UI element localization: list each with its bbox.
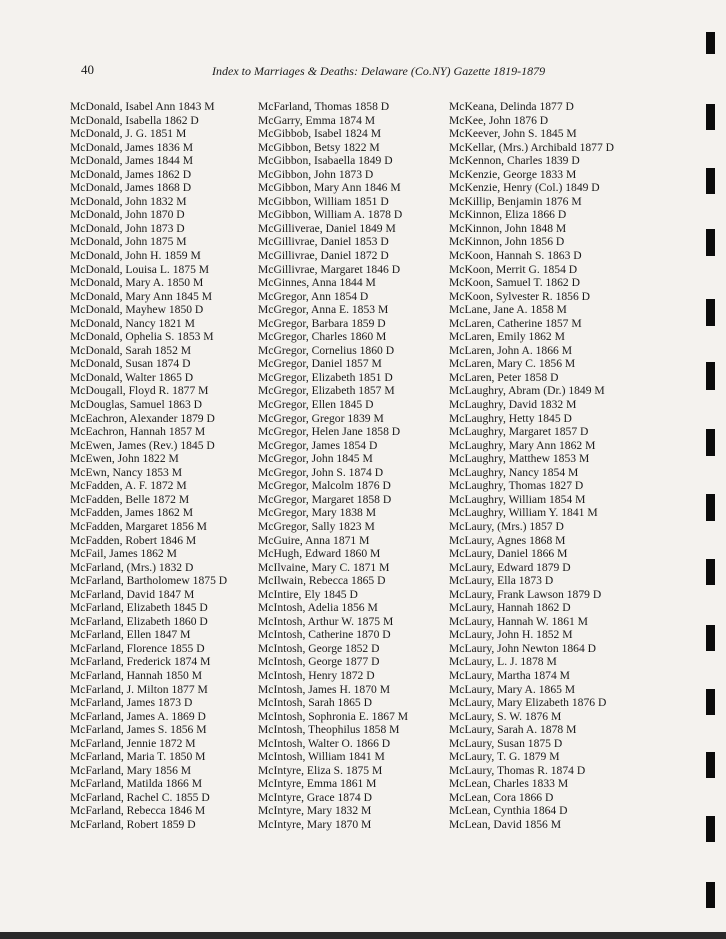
index-entry: McDonald, Susan 1874 D bbox=[70, 357, 191, 371]
index-entry: McGregor, Barbara 1859 D bbox=[258, 316, 386, 330]
index-entry: McIntire, Ely 1845 D bbox=[258, 587, 358, 601]
index-entry: McLaughry, William 1854 M bbox=[449, 492, 586, 506]
index-entry: McLaren, Mary C. 1856 M bbox=[449, 357, 576, 371]
index-entry: McKinnon, John 1856 D bbox=[449, 235, 565, 249]
binding-mark bbox=[706, 625, 715, 651]
index-entry: McLaury, Edward 1879 D bbox=[449, 560, 571, 574]
index-entry: McLaury, Daniel 1866 M bbox=[449, 547, 568, 561]
index-entry: McDonald, Walter 1865 D bbox=[70, 370, 194, 384]
index-entry: McLaury, Ella 1873 D bbox=[449, 574, 554, 588]
index-entry: McGilliverae, Daniel 1849 M bbox=[258, 221, 396, 235]
page-number: 40 bbox=[81, 62, 94, 77]
index-entry: McDonald, Isabella 1862 D bbox=[70, 113, 199, 127]
index-entry: McGregor, Daniel 1857 M bbox=[258, 357, 382, 371]
index-entry: McLaury, T. G. 1879 M bbox=[449, 750, 560, 764]
index-entry: McLaughry, Abram (Dr.) 1849 M bbox=[449, 384, 605, 398]
index-entry: McFarland, Thomas 1858 D bbox=[258, 100, 390, 113]
index-entry: McKenzie, Henry (Col.) 1849 D bbox=[449, 181, 600, 195]
index-entry: McLaury, John Newton 1864 D bbox=[449, 641, 597, 655]
index-entry: McKennon, Charles 1839 D bbox=[449, 154, 580, 168]
index-entry: McIntosh, Henry 1872 D bbox=[258, 668, 375, 682]
index-entry: McDonald, James 1868 D bbox=[70, 181, 192, 195]
index-entry: McLean, David 1856 M bbox=[449, 817, 562, 831]
index-entry: McKillip, Benjamin 1876 M bbox=[449, 194, 582, 208]
index-entry: McFarland, Matilda 1866 M bbox=[70, 777, 203, 791]
index-entry: McIntosh, Walter O. 1866 D bbox=[258, 736, 391, 750]
index-entry: McDonald, J. G. 1851 M bbox=[70, 127, 187, 141]
index-entry: McLaury, Mary A. 1865 M bbox=[449, 682, 576, 696]
index-entry: McFail, James 1862 M bbox=[70, 547, 177, 561]
index-entry: McGregor, Mary 1838 M bbox=[258, 506, 377, 520]
index-entry: McIntyre, Grace 1874 D bbox=[258, 790, 372, 804]
index-entry: McDonald, Isabel Ann 1843 M bbox=[70, 100, 215, 113]
index-entry: McKenzie, George 1833 M bbox=[449, 167, 577, 181]
index-entry: McDonald, Sarah 1852 M bbox=[70, 343, 192, 357]
index-entry: McLaury, Mary Elizabeth 1876 D bbox=[449, 696, 607, 710]
binding-mark bbox=[706, 752, 715, 778]
index-entry: McLaury, Agnes 1868 M bbox=[449, 533, 566, 547]
index-entry: McFarland, Mary 1856 M bbox=[70, 763, 192, 777]
index-entry: McLaury, (Mrs.) 1857 D bbox=[449, 519, 564, 533]
index-entry: McLaury, Frank Lawson 1879 D bbox=[449, 587, 602, 601]
index-entry: McGregor, John 1845 M bbox=[258, 452, 373, 466]
index-entry: McLaury, Thomas R. 1874 D bbox=[449, 763, 586, 777]
index-entry: McIlwain, Rebecca 1865 D bbox=[258, 574, 386, 588]
index-entry: McGibbon, Isabaella 1849 D bbox=[258, 154, 393, 168]
index-entry: McIntosh, Sophronia E. 1867 M bbox=[258, 709, 409, 723]
page-header-title: Index to Marriages & Deaths: Delaware (Co.NY) Gazette 1819-1879 bbox=[212, 64, 546, 78]
index-entry: McIntosh, Sarah 1865 D bbox=[258, 696, 372, 710]
index-entry: McGibbon, William 1851 D bbox=[258, 194, 389, 208]
index-entry: McFarland, James A. 1869 D bbox=[70, 709, 206, 723]
index-entry: McFarland, Robert 1859 D bbox=[70, 817, 196, 831]
index-entry: McDonald, John 1873 D bbox=[70, 221, 185, 235]
index-entry: McFarland, James S. 1856 M bbox=[70, 723, 207, 737]
index-entry: McIlvaine, Mary C. 1871 M bbox=[258, 560, 390, 574]
index-entry: McIntosh, William 1841 M bbox=[258, 750, 385, 764]
binding-mark bbox=[706, 816, 715, 842]
index-entry: McFarland, David 1847 M bbox=[70, 587, 195, 601]
index-entry: McGregor, Gregor 1839 M bbox=[258, 411, 384, 425]
index-entry: McGregor, Elizabeth 1851 D bbox=[258, 370, 393, 384]
index-entry: McIntyre, Mary 1870 M bbox=[258, 817, 372, 831]
index-entry: McIntosh, James H. 1870 M bbox=[258, 682, 391, 696]
index-entry: McGibbon, Betsy 1822 M bbox=[258, 140, 380, 154]
index-entry: McLean, Charles 1833 M bbox=[449, 777, 569, 791]
index-entry: McGillivrae, Daniel 1853 D bbox=[258, 235, 389, 249]
index-entry: McLaury, Hannah W. 1861 M bbox=[449, 614, 588, 628]
index-entry: McGuire, Anna 1871 M bbox=[258, 533, 370, 547]
binding-mark bbox=[706, 229, 715, 256]
index-entry: McIntosh, George 1852 D bbox=[258, 641, 380, 655]
binding-mark bbox=[706, 494, 715, 521]
index-entry: McGregor, Ann 1854 D bbox=[258, 289, 369, 303]
index-column-2 bbox=[258, 100, 408, 832]
index-entry: McKoon, Sylvester R. 1856 D bbox=[449, 289, 591, 303]
index-entry: McFarland, Bartholomew 1875 D bbox=[70, 574, 228, 588]
index-entry: McFarland, Rachel C. 1855 D bbox=[70, 790, 210, 804]
index-entry: McLaury, John H. 1852 M bbox=[449, 628, 573, 642]
index-entry: McLaury, Martha 1874 M bbox=[449, 668, 570, 682]
index-entry: McLaughry, Margaret 1857 D bbox=[449, 425, 589, 439]
index-entry: McLaughry, David 1832 M bbox=[449, 398, 577, 412]
index-entry: McFarland, J. Milton 1877 M bbox=[70, 682, 208, 696]
index-entry: McFarland, Maria T. 1850 M bbox=[70, 750, 206, 764]
index-entry: McKeana, Delinda 1877 D bbox=[449, 100, 574, 113]
index-entry: McLaury, Susan 1875 D bbox=[449, 736, 563, 750]
index-entry: McLaughry, Matthew 1853 M bbox=[449, 452, 590, 466]
index-entry: McIntosh, George 1877 D bbox=[258, 655, 380, 669]
index-entry: McGinnes, Anna 1844 M bbox=[258, 276, 376, 290]
index-entry: McGregor, Cornelius 1860 D bbox=[258, 343, 395, 357]
index-entry: McLaughry, Mary Ann 1862 M bbox=[449, 438, 596, 452]
index-entry: McGregor, Sally 1823 M bbox=[258, 519, 375, 533]
index-entry: McIntosh, Arthur W. 1875 M bbox=[258, 614, 394, 628]
index-entry: McDonald, Mary Ann 1845 M bbox=[70, 289, 213, 303]
index-entry: McIntosh, Theophilus 1858 M bbox=[258, 723, 400, 737]
index-entry: McKoon, Hannah S. 1863 D bbox=[449, 249, 582, 263]
index-entry: McEachron, Hannah 1857 M bbox=[70, 425, 206, 439]
index-entry: McDonald, Mary A. 1850 M bbox=[70, 276, 204, 290]
index-entry: McEachron, Alexander 1879 D bbox=[70, 411, 215, 425]
index-entry: McIntyre, Emma 1861 M bbox=[258, 777, 377, 791]
page-bottom-edge bbox=[0, 932, 726, 939]
index-entry: McEwn, Nancy 1853 M bbox=[70, 465, 183, 479]
index-entry: McDonald, James 1862 D bbox=[70, 167, 192, 181]
index-entry: McGibbon, Mary Ann 1846 M bbox=[258, 181, 401, 195]
index-entry: McGregor, Margaret 1858 D bbox=[258, 492, 392, 506]
index-entry: McKoon, Samuel T. 1862 D bbox=[449, 276, 580, 290]
index-entry: McFarland, Jennie 1872 M bbox=[70, 736, 196, 750]
index-entry: McLaren, Emily 1862 M bbox=[449, 330, 565, 344]
index-entry: McLaughry, Nancy 1854 M bbox=[449, 465, 579, 479]
index-entry: McKoon, Merrit G. 1854 D bbox=[449, 262, 578, 276]
index-entry: McIntosh, Catherine 1870 D bbox=[258, 628, 391, 642]
index-entry: McGillivrae, Margaret 1846 D bbox=[258, 262, 401, 276]
index-entry: McDonald, James 1836 M bbox=[70, 140, 194, 154]
index-entry: McHugh, Edward 1860 M bbox=[258, 547, 381, 561]
index-entry: McIntosh, Adelia 1856 M bbox=[258, 601, 378, 615]
index-entry: McDonald, John 1870 D bbox=[70, 208, 185, 222]
index-entry: McFarland, Elizabeth 1860 D bbox=[70, 614, 208, 628]
index-entry: McFadden, Robert 1846 M bbox=[70, 533, 197, 547]
index-entry: McFarland, James 1873 D bbox=[70, 696, 193, 710]
binding-mark bbox=[706, 299, 715, 326]
index-entry: McDonald, John H. 1859 M bbox=[70, 249, 201, 263]
index-entry: McFadden, Belle 1872 M bbox=[70, 492, 190, 506]
index-entry: McFarland, Elizabeth 1845 D bbox=[70, 601, 208, 615]
index-entry: McLaury, S. W. 1876 M bbox=[449, 709, 562, 723]
binding-mark bbox=[706, 882, 715, 908]
index-entry: McKinnon, Eliza 1866 D bbox=[449, 208, 567, 222]
index-entry: McLaughry, Thomas 1827 D bbox=[449, 479, 584, 493]
index-entry: McFarland, Florence 1855 D bbox=[70, 641, 205, 655]
index-column-3 bbox=[449, 100, 614, 832]
index-column-1 bbox=[70, 100, 227, 832]
index-entry: McIntyre, Mary 1832 M bbox=[258, 804, 372, 818]
index-entry: McDouglas, Samuel 1863 D bbox=[70, 398, 203, 412]
index-entry: McGibbob, Isabel 1824 M bbox=[258, 127, 382, 141]
index-entry: McDougall, Floyd R. 1877 M bbox=[70, 384, 209, 398]
index-entry: McGillivrae, Daniel 1872 D bbox=[258, 249, 389, 263]
index-entry: McGregor, John S. 1874 D bbox=[258, 465, 384, 479]
index-entry: McIntyre, Eliza S. 1875 M bbox=[258, 763, 383, 777]
index-entry: McDonald, Mayhew 1850 D bbox=[70, 303, 204, 317]
index-entry: McEwen, John 1822 M bbox=[70, 452, 179, 466]
index-entry: McFadden, Margaret 1856 M bbox=[70, 519, 207, 533]
index-entry: McGarry, Emma 1874 M bbox=[258, 113, 376, 127]
binding-mark bbox=[706, 32, 715, 54]
index-entry: McGibbon, John 1873 D bbox=[258, 167, 374, 181]
index-entry: McLaren, Catherine 1857 M bbox=[449, 316, 582, 330]
index-entry: McLaughry, William Y. 1841 M bbox=[449, 506, 598, 520]
index-entry: McLaury, L. J. 1878 M bbox=[449, 655, 557, 669]
binding-mark bbox=[706, 689, 715, 715]
index-entry: McLean, Cora 1866 D bbox=[449, 790, 554, 804]
index-entry: McLaury, Sarah A. 1878 M bbox=[449, 723, 577, 737]
index-entry: McKinnon, John 1848 M bbox=[449, 221, 567, 235]
index-entry: McLean, Cynthia 1864 D bbox=[449, 804, 568, 818]
index-entry: McDonald, Ophelia S. 1853 M bbox=[70, 330, 214, 344]
index-entry: McGregor, Anna E. 1853 M bbox=[258, 303, 389, 317]
index-entry: McGregor, Elizabeth 1857 M bbox=[258, 384, 395, 398]
index-entry: McFarland, Hannah 1850 M bbox=[70, 668, 203, 682]
index-entry: McKee, John 1876 D bbox=[449, 113, 549, 127]
index-entry: McDonald, John 1832 M bbox=[70, 194, 187, 208]
binding-mark bbox=[706, 168, 715, 194]
index-entry: McKellar, (Mrs.) Archibald 1877 D bbox=[449, 140, 615, 154]
index-entry: McLaren, John A. 1866 M bbox=[449, 343, 573, 357]
index-entry: McLaughry, Hetty 1845 D bbox=[449, 411, 572, 425]
index-entry: McGregor, Helen Jane 1858 D bbox=[258, 425, 401, 439]
index-entry: McGregor, Malcolm 1876 D bbox=[258, 479, 391, 493]
index-entry: McFadden, James 1862 M bbox=[70, 506, 194, 520]
index-entry: McFarland, Ellen 1847 M bbox=[70, 628, 191, 642]
binding-mark bbox=[706, 104, 715, 130]
index-entry: McGregor, Charles 1860 M bbox=[258, 330, 387, 344]
index-entry: McFarland, Frederick 1874 M bbox=[70, 655, 211, 669]
index-entry: McFadden, A. F. 1872 M bbox=[70, 479, 187, 493]
binding-mark bbox=[706, 362, 715, 390]
index-entry: McLane, Jane A. 1858 M bbox=[449, 303, 567, 317]
index-entry: McGibbon, William A. 1878 D bbox=[258, 208, 403, 222]
index-entry: McGregor, Ellen 1845 D bbox=[258, 398, 374, 412]
binding-mark bbox=[706, 559, 715, 585]
index-entry: McFarland, (Mrs.) 1832 D bbox=[70, 560, 194, 574]
index-entry: McDonald, James 1844 M bbox=[70, 154, 194, 168]
index-entry: McFarland, Rebecca 1846 M bbox=[70, 804, 206, 818]
index-entry: McLaren, Peter 1858 D bbox=[449, 370, 559, 384]
binding-mark bbox=[706, 429, 715, 456]
index-entry: McKeever, John S. 1845 M bbox=[449, 127, 577, 141]
index-entry: McEwen, James (Rev.) 1845 D bbox=[70, 438, 215, 452]
index-entry: McDonald, Nancy 1821 M bbox=[70, 316, 195, 330]
index-entry: McLaury, Hannah 1862 D bbox=[449, 601, 571, 615]
index-entry: McGregor, James 1854 D bbox=[258, 438, 378, 452]
index-entry: McDonald, John 1875 M bbox=[70, 235, 187, 249]
index-entry: McDonald, Louisa L. 1875 M bbox=[70, 262, 210, 276]
